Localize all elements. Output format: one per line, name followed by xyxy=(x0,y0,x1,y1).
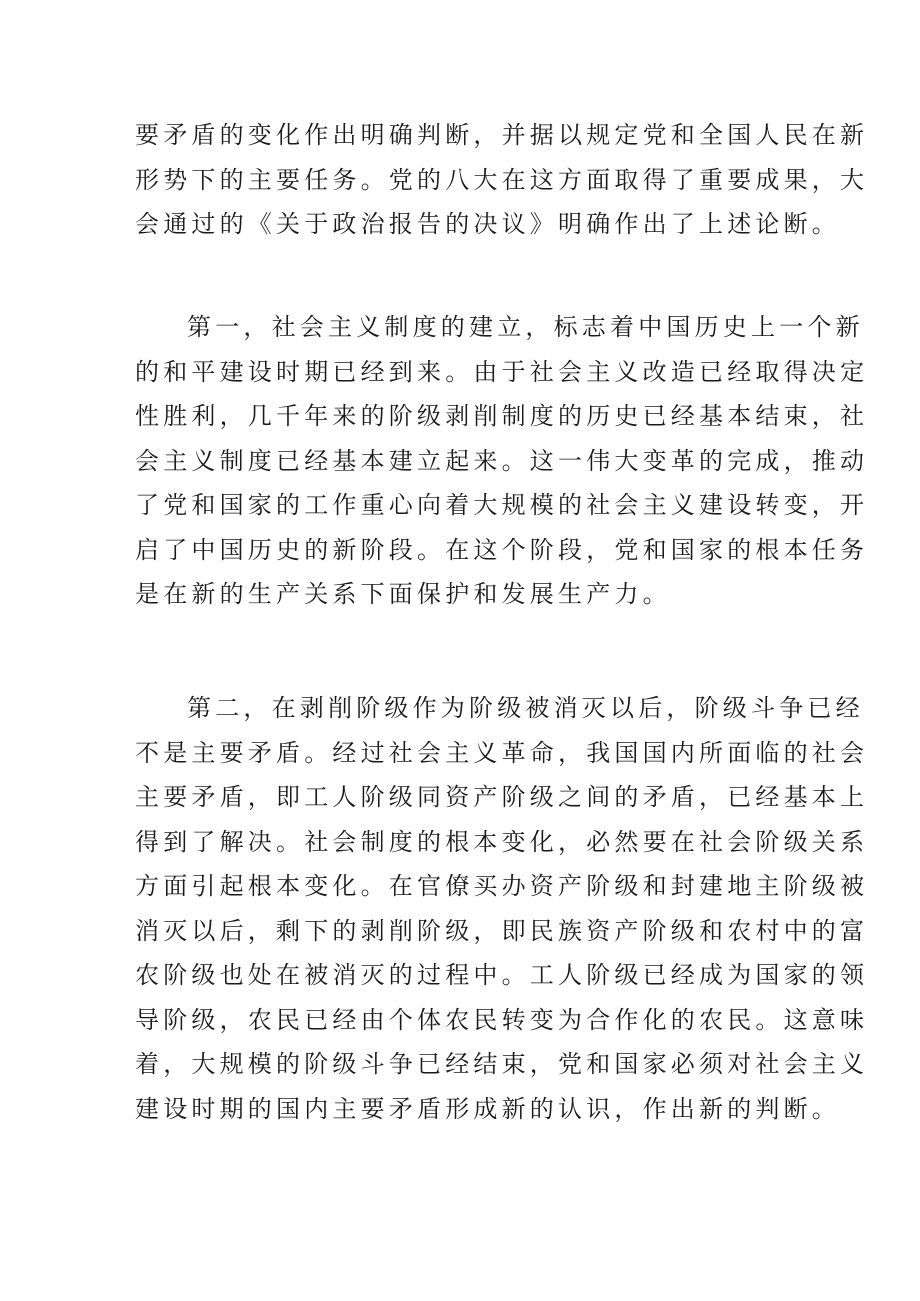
text-line: 启了中国历史的新阶段。在这个阶段，党和国家的根本任务 xyxy=(135,535,869,564)
text-line: 会通过的《关于政治报告的决议》明确作出了上述论断。 xyxy=(135,210,840,238)
text-line: 建设时期的国内主要矛盾形成新的认识，作出新的判断。 xyxy=(135,1094,840,1123)
text-line: 不是主要矛盾。经过社会主义革命，我国国内所面临的社会 xyxy=(135,738,869,767)
text-line: 形势下的主要任务。党的八大在这方面取得了重要成果，大 xyxy=(135,165,869,194)
text-line: 导阶级，农民已经由个体农民转变为合作化的农民。这意味 xyxy=(135,1005,869,1034)
paragraph-first-point xyxy=(135,305,869,617)
text-line: 方面引起根本变化。在官僚买办资产阶级和封建地主阶级被 xyxy=(135,872,869,900)
text-line: 主要矛盾，即工人阶级同资产阶级之间的矛盾，已经基本上 xyxy=(135,783,869,811)
text-line: 的和平建设时期已经到来。由于社会主义改造已经取得决定 xyxy=(135,357,869,386)
text-line: 性胜利，几千年来的阶级剥削制度的历史已经基本结束，社 xyxy=(135,402,869,430)
paragraph-continuation xyxy=(135,113,869,247)
text-line: 了党和国家的工作重心向着大规模的社会主义建设转变，开 xyxy=(135,491,869,519)
text-line: 会主义制度已经基本建立起来。这一伟大变革的完成，推动 xyxy=(135,446,869,475)
text-line: 是在新的生产关系下面保护和发展生产力。 xyxy=(135,580,671,608)
text-line: 第一，社会主义制度的建立，标志着中国历史上一个新 xyxy=(187,313,864,341)
paragraph-second-point xyxy=(135,686,869,1131)
text-line: 消灭以后，剩下的剥削阶级，即民族资产阶级和农村中的富 xyxy=(135,916,869,945)
text-line: 着，大规模的阶级斗争已经结束，党和国家必须对社会主义 xyxy=(135,1050,869,1078)
text-line: 得到了解决。社会制度的根本变化，必然要在社会阶级关系 xyxy=(135,827,869,856)
text-line: 农阶级也处在被消灭的过程中。工人阶级已经成为国家的领 xyxy=(135,961,869,989)
text-line: 要矛盾的变化作出明确判断，并据以规定党和全国人民在新 xyxy=(135,121,869,149)
text-line: 第二，在剥削阶级作为阶级被消灭以后，阶级斗争已经 xyxy=(187,694,864,722)
